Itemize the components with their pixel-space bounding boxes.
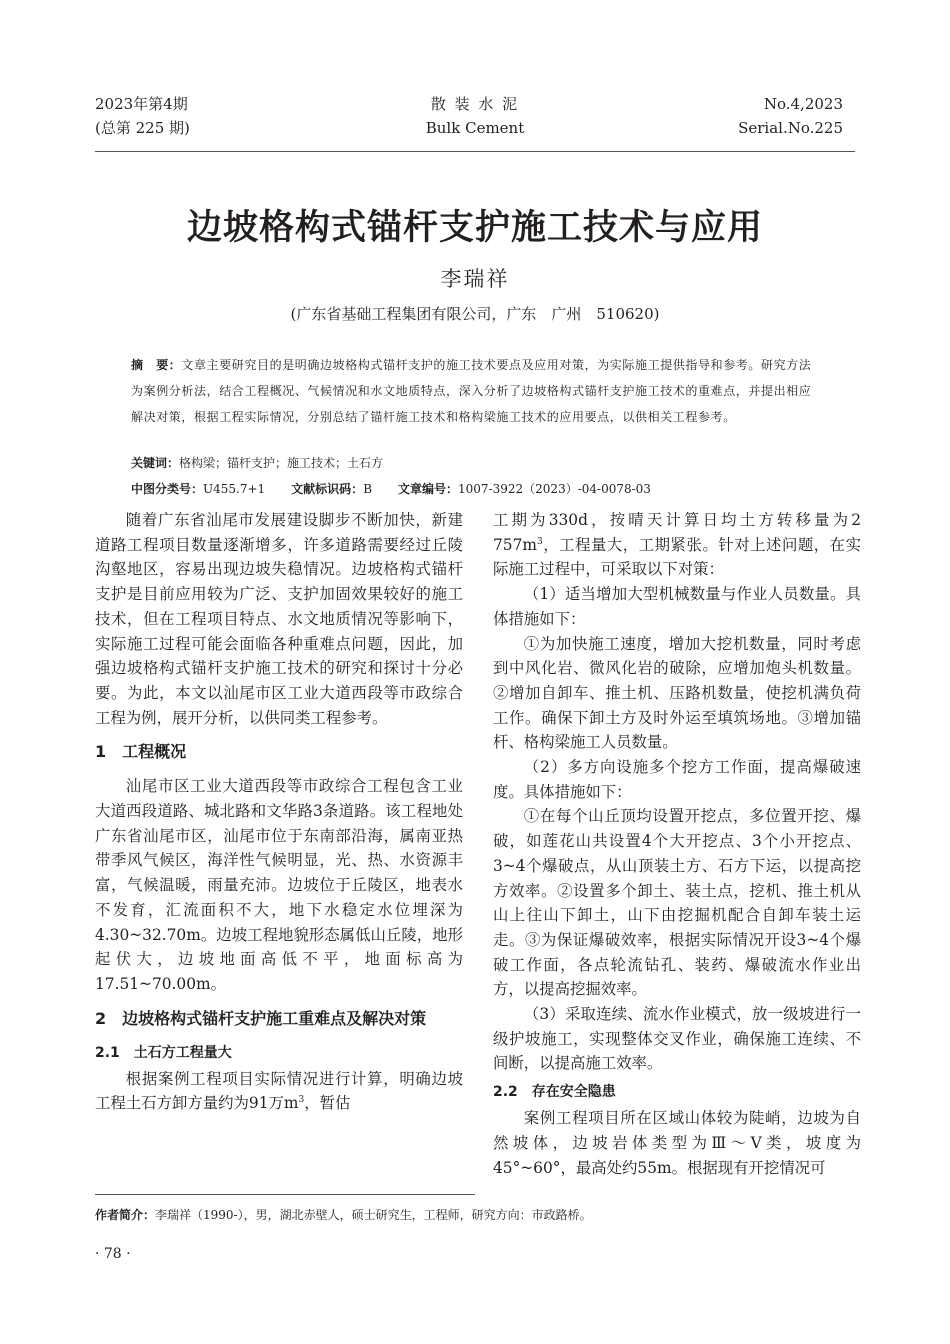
footnote-divider — [95, 1194, 475, 1195]
journal-issue-en — [738, 92, 843, 140]
section-1-paragraph: 汕尾市区工业大道西段等市政综合工程包含工业大道西段道路、城北路和文华路3条道路。该工程地处广东省汕尾市区，汕尾市位于东南部沿海，属南亚热带季风气候区，海洋性气候明显，光、热、水资源丰富，气候温暖，雨量充沛。边坡位于丘陵区，地表水不发育，汇流面积不大，地下水稳定水位埋深为4.30~32.70m。边坡工程地貌形态属低山丘陵，地形起伏大，边坡地面高低不平，地面标高为17.51~70.00m。 — [95, 777, 463, 993]
subsection-2-1-paragraph — [95, 1067, 463, 1116]
p1-superscript: 3 — [536, 536, 543, 547]
doc-code-value: B — [363, 482, 373, 496]
keywords-text: 格构梁；锚杆支护；施工技术；土石方 — [179, 456, 384, 470]
measure-3-paragraph: （3）采取连续、流水作业模式，放一级坡进行一级护坡施工，实现整体交叉作业，确保施工连续、不间断，以提高施工效率。 — [493, 1005, 861, 1073]
clc-value: U455.7+1 — [203, 482, 266, 496]
measure-2-details: ①在每个山丘顶均设置开挖点，多位置开挖、爆破，如莲花山共设置4个大开挖点、3个小开挖点、3~4个爆破点，从山顶装土方、石方下运，以提高挖方效率。②设置多个卸土、装土点，挖机、推土机从山上往山下卸土，山下由挖掘机配合自卸车装土运走。③为保证爆破效率，根据实际情况开设3~4个爆破工作面，各点轮流钻孔、装药、爆破流水作业出方，以提高挖掘效率。 — [493, 807, 861, 999]
abstract — [131, 352, 821, 430]
author-bio-footnote — [95, 1204, 855, 1226]
header-divider — [95, 151, 855, 152]
serial-issue: (总第 225 期) — [95, 119, 190, 137]
abstract-text: 文章主要研究目的是明确边坡格构式锚杆支护的施工技术要点及应用对策，为实际施工提供指导和参考。研究方法为案例分析法，结合工程概况、气候情况和水文地质特点，深入分析了边坡格构式锚杆支护施工技术的重难点，并提出相应解决对策，根据工程实际情况，分别总结了锚杆施工技术和格构梁施工技术的应用要点，以供相关工程参考。 — [131, 358, 812, 424]
serial-number-en: Serial.No.225 — [738, 119, 843, 137]
measure-1-heading: （1）适当增加大型机械数量与作业人员数量。具体措施如下： — [493, 585, 861, 628]
doc-code-label: 文献标识码： — [291, 482, 364, 496]
section-heading-2: 2 边坡格构式锚杆支护施工重难点及解决对策 — [95, 1008, 427, 1028]
classification-line — [131, 476, 821, 502]
p1-text-b: ，工程量大，工期紧张。针对上述问题，在实际施工过程中，可采取以下对策： — [493, 535, 861, 579]
author-affiliation: (广东省基础工程集团有限公司，广东 广州 510620) — [290, 305, 660, 323]
author-bio-label: 作者简介： — [95, 1208, 156, 1222]
article-title: 边坡格构式锚杆支护施工技术与应用 — [186, 208, 763, 248]
left-column — [95, 508, 463, 1116]
section-heading-1: 1 工程概况 — [95, 742, 187, 762]
page-number: · 78 · — [95, 1246, 131, 1262]
s21-text-a: 根据案例工程项目实际情况进行计算，明确边坡工程土石方卸方量约为91万m — [95, 1069, 463, 1113]
article-number-value: 1007-3922（2023）-04-0078-03 — [458, 482, 651, 496]
subsection-heading-2-2: 2.2 存在安全隐患 — [493, 1084, 616, 1101]
keywords — [131, 450, 821, 476]
subsection-2-2-paragraph: 案例工程项目所在区域山体较为陡峭，边坡为自然坡体，边坡岩体类型为Ⅲ～Ⅴ类，坡度为45°~60°，最高处约55m。根据现有开挖情况可 — [493, 1109, 861, 1177]
author-bio-text: 李瑞祥（1990-），男，湖北赤壁人，硕士研究生，工程师，研究方向：市政路桥。 — [155, 1208, 592, 1222]
issue-number-en: No.4,2023 — [763, 95, 843, 113]
abstract-label: 摘 要： — [131, 358, 182, 372]
article-number-label: 文章编号： — [398, 482, 459, 496]
journal-name-en: Bulk Cement — [425, 119, 525, 137]
journal-name-cn: 散 装 水 泥 — [430, 95, 520, 113]
subsection-heading-2-1: 2.1 土石方工程量大 — [95, 1044, 232, 1061]
right-column — [493, 508, 861, 1180]
p1-text-a: 工期为330d，按晴天计算日均土方转移量为2 757m — [493, 511, 861, 554]
s21-text-b: ，暂估 — [304, 1094, 351, 1113]
right-paragraph-1 — [493, 508, 861, 582]
s21-superscript: 3 — [298, 1095, 305, 1106]
issue-number: 2023年第4期 — [95, 95, 188, 113]
measure-2-heading: （2）多方向设施多个挖方工作面，提高爆破速度。具体措施如下： — [493, 758, 861, 801]
measure-1-details: ①为加快施工速度，增加大挖机数量，同时考虑到中风化岩、微风化岩的破除，应增加炮头机数量。②增加自卸车、推土机、压路机数量，使挖机满负荷工作。确保下卸土方及时外运至填筑场地。③增加锚杆、格构梁施工人员数量。 — [493, 634, 861, 752]
clc-label: 中图分类号： — [131, 482, 204, 496]
author-name: 李瑞祥 — [440, 267, 510, 291]
keywords-label: 关键词： — [131, 456, 180, 470]
intro-paragraph: 随着广东省汕尾市发展建设脚步不断加快，新建道路工程项目数量逐渐增多，许多道路需要经过丘陵沟壑地区，容易出现边坡失稳情况。边坡格构式锚杆支护是目前应用较为广泛、支护加固效果较好的施工技术，但在工程项目特点、水文地质情况等影响下，实际施工过程可能会面临各种重难点问题，因此，加强边坡格构式锚杆支护施工技术的研究和探讨十分必要。为此，本文以汕尾市区工业大道西段等市政综合工程为例，展开分析，以供同类工程参考。 — [95, 511, 463, 727]
